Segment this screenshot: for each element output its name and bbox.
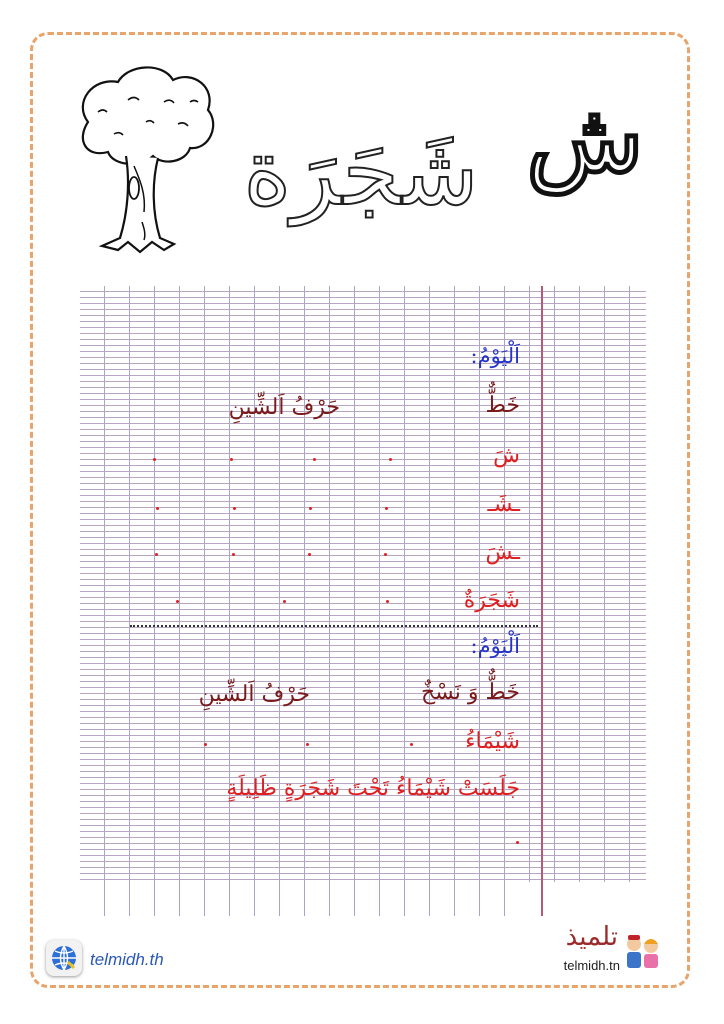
guide-dot (410, 743, 413, 746)
brand-arabic: تلميذ (565, 922, 618, 952)
title-word: شَجَرَة (243, 119, 479, 226)
guide-dot (385, 507, 388, 510)
guide-dot (156, 507, 159, 510)
guide-dot (283, 600, 286, 603)
lesson1-right-title: خَطٌّ (485, 393, 520, 418)
grid-extension (229, 882, 230, 916)
guide-dot (386, 600, 389, 603)
section-separator (130, 625, 538, 627)
practice-row-medial: ـشَـ (487, 492, 520, 517)
grid-extension (454, 882, 455, 916)
guide-dot (516, 841, 519, 844)
grid-extension (179, 882, 180, 916)
guide-dot (153, 458, 156, 461)
lesson2-right-title: خَطٌّ وَ نَسْخٌ (420, 680, 520, 705)
lesson2-date-label: اَلْيَوْمُ: (470, 634, 520, 658)
grid-extension (279, 882, 280, 916)
guide-dot (384, 553, 387, 556)
grid-extension (129, 882, 130, 916)
practice-word: شَيْمَاءُ (465, 729, 520, 754)
grid-extension (504, 882, 505, 916)
grid-extension (204, 882, 205, 916)
grid-extension (329, 882, 330, 916)
practice-row-word: شَجَرَةٌ (463, 588, 520, 613)
practice-row-initial: شَ (493, 443, 520, 468)
globe-icon[interactable] (46, 940, 82, 976)
guide-dot (176, 600, 179, 603)
grid-extension (104, 882, 105, 916)
grid-extension (304, 882, 305, 916)
grid-extension (379, 882, 380, 916)
grid-extension (404, 882, 405, 916)
margin-line (541, 286, 543, 916)
guide-dot (306, 743, 309, 746)
lesson1-left-title: حَرْفُ اَلشِّينِ (228, 395, 340, 420)
kids-logo-icon (620, 930, 664, 972)
grid-extension (429, 882, 430, 916)
lesson2-left-title: حَرْفُ اَلشِّينِ (198, 682, 310, 707)
guide-dot (155, 553, 158, 556)
grid-extension (254, 882, 255, 916)
guide-dot (204, 743, 207, 746)
guide-dot (313, 458, 316, 461)
guide-dot (389, 458, 392, 461)
practice-row-final: ـشَ (485, 540, 520, 565)
guide-dot (309, 507, 312, 510)
tree-drawing (68, 62, 218, 262)
guide-dot (233, 507, 236, 510)
guide-dot (232, 553, 235, 556)
brand-latin: telmidh.tn (563, 958, 620, 973)
grid-extension (354, 882, 355, 916)
guide-dot (230, 458, 233, 461)
site-left-link[interactable]: telmidh.th (90, 950, 164, 969)
title-letter: ش (526, 82, 644, 194)
grid-extension (479, 882, 480, 916)
grid-extension (154, 882, 155, 916)
practice-sentence: جَلَسَتْ شَيْمَاءُ تَحْتَ شَجَرَةٍ ظَلِيلَةٍ (226, 776, 520, 801)
lesson1-date-label: اَلْيَوْمُ: (470, 344, 520, 368)
guide-dot (308, 553, 311, 556)
